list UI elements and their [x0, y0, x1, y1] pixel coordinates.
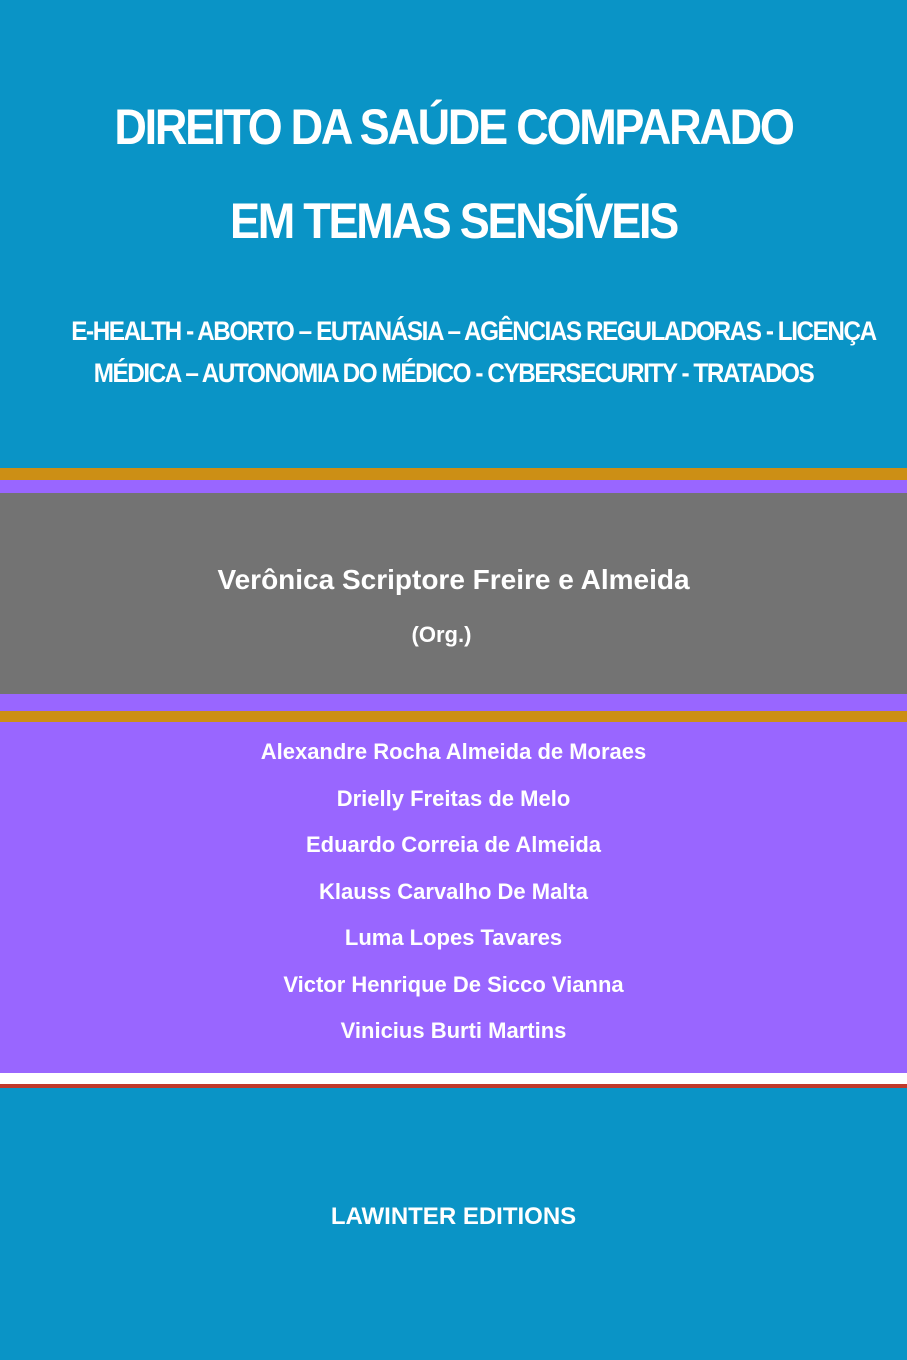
author-name: Klauss Carvalho De Malta	[319, 878, 588, 904]
publisher-name: LAWINTER EDITIONS	[330, 1203, 577, 1230]
author-name: Victor Henrique De Sicco Vianna	[283, 971, 624, 997]
stripe-purple-top	[0, 480, 907, 493]
stripe-white	[0, 1073, 907, 1084]
stripe-gold-top	[0, 468, 907, 480]
author-name: Luma Lopes Tavares	[344, 925, 563, 950]
stripe-gold-mid	[0, 711, 907, 722]
stripe-purple-mid	[0, 694, 907, 711]
title-line-1: DIREITO DA SAÚDE COMPARADO	[114, 99, 793, 155]
subtitle-line-2: MÉDICA – AUTONOMIA DO MÉDICO - CYBERSECURITY - TRATADOS	[93, 358, 814, 388]
author-name: Vinicius Burti Martins	[340, 1018, 567, 1043]
author-name: Eduardo Correia de Almeida	[305, 832, 602, 857]
title-line-2: EM TEMAS SENSÍVEIS	[229, 193, 678, 249]
stripe-red	[0, 1084, 907, 1088]
organizer-name: Verônica Scriptore Freire e Almeida	[217, 564, 690, 595]
organizer-role: (Org.)	[411, 622, 472, 647]
author-name: Alexandre Rocha Almeida de Moraes	[260, 739, 647, 764]
author-name: Drielly Freitas de Melo	[336, 785, 571, 811]
author-list	[0, 736, 907, 1062]
subtitle-line-1: E-HEALTH - ABORTO – EUTANÁSIA – AGÊNCIAS REGULADORAS - LICENÇA	[71, 316, 876, 346]
